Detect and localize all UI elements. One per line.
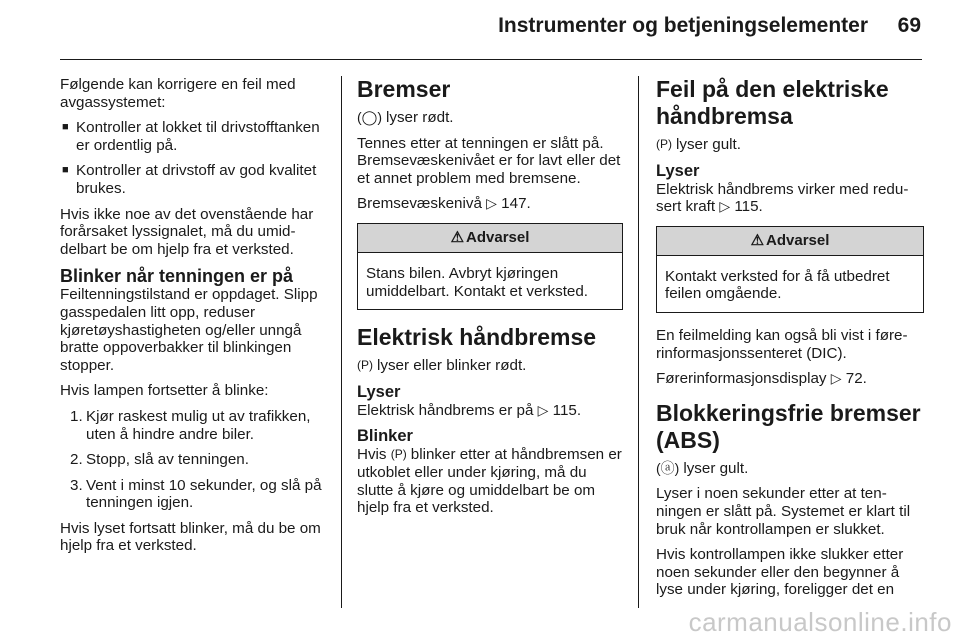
section-heading-fault: Feil på den elektriske håndbremsa bbox=[656, 76, 889, 129]
parking-brake-icon: (P) bbox=[357, 358, 373, 373]
bullet-square-icon: ■ bbox=[62, 121, 69, 134]
section-heading-abs: Blokkeringsfrie bremser (ABS) bbox=[656, 399, 921, 453]
column-1 bbox=[60, 76, 330, 563]
column-3: Feil på den elektriske håndbremsa (P) lyser gult. Lyser Elektrisk håndbrems virker med redusert kraft ▷ 115. ⚠ Advarsel Kontakt verksted for å få utbedret feilen omgående. En feilmelding kan også bli vist i førerinformasjonssenteret (DIC). Førerinformasjonsdisplay ▷ 72. Blokkeringsfrie bremser (ABS) (ⓐ) lyser gult. Lyser i noen sekunder etter at tenningen er slått på. Systemet er klart til bruk når kontrollampen er slukket. Hvis kontrollampen ikke slukker etter noen sekunder eller den begynner å lyse under kjøring, foreligger det en bbox=[656, 76, 924, 607]
parking-brake-fault-icon: (P) bbox=[656, 137, 672, 151]
list-item: 1. Kjør raskest mulig ut av trafikken, uten å hindre andre biler. bbox=[70, 407, 311, 443]
list-item: ■ Kontroller at drivstoff av god kvalitet brukes. bbox=[62, 162, 317, 197]
abs-icon: (ⓐ) bbox=[656, 459, 680, 476]
warning-box: ⚠ Advarsel Kontakt verksted for å få utbedret feilen omgående. bbox=[656, 226, 924, 313]
subheading-flash: Blinker bbox=[357, 427, 413, 446]
parking-brake-icon: (P) bbox=[390, 447, 407, 462]
watermark: carmanualsonline.info bbox=[688, 607, 952, 637]
column-divider-2 bbox=[638, 76, 639, 608]
warning-triangle-icon: ⚠ bbox=[750, 231, 765, 249]
warning-box: ⚠ Advarsel Stans bilen. Avbryt kjøringen umiddelbart. Kontakt et verksted. bbox=[357, 223, 623, 310]
paragraph: Bremsevæskenivå ▷ 147. bbox=[357, 195, 531, 213]
subheading-lights: Lyser bbox=[656, 161, 700, 180]
subheading-lights: Lyser bbox=[357, 382, 401, 401]
column-2: Bremser (◯) lyser rødt. Tennes etter at tenningen er slått på. Bremsevæskenivået er for lavt eller det et annet problem med bremsene. Bremsevæskenivå ▷ 147. ⚠ Advarsel Stans bilen. Avbryt kjøringen umiddelbart. Kontakt et verksted. Elektrisk håndbremse (P) lyser eller blinker rødt. Lyser Elektrisk håndbrems er på ▷ 115. Blinker Hvis (P) blinker etter at håndbremsen er utkoblet eller under kjøring, må du slutte å kjøre og umiddelbart be om hjelp fra et verksted. bbox=[357, 76, 622, 517]
page-header-title: Instrumenter og betjeningselementer bbox=[498, 14, 868, 37]
header-rule bbox=[60, 59, 922, 60]
page-ref-arrow-icon: ▷ bbox=[830, 370, 842, 387]
page-ref-arrow-icon: ▷ bbox=[486, 195, 497, 212]
list-item: 3. Vent i minst 10 sekunder, og slå på tenningen igjen. bbox=[70, 476, 322, 512]
column-divider-1 bbox=[341, 76, 342, 608]
paragraph: Hvis kontrollampen ikke slukker etter noen sekunder eller den begynner å lyse under kjøring, foreligger det en bbox=[656, 546, 904, 599]
paragraph: Tennes etter at tenningen er slått på. Bremsevæskenivået er for lavt eller det et annet problem med bremsene. bbox=[357, 134, 621, 187]
page-ref-arrow-icon: ▷ bbox=[537, 401, 549, 418]
paragraph: En feilmelding kan også bli vist i førerinformasjonssenteret (DIC). bbox=[656, 326, 908, 362]
paragraph: Hvis lyset fortsatt blinker, må du be om hjelp fra et verksted. bbox=[60, 519, 321, 555]
paragraph: Hvis ikke noe av det ovenstående har forårsaket lyssignalet, må du umiddelbart be om hjelp fra et verksted. bbox=[60, 205, 314, 258]
paragraph: Feiltenningstilstand er oppdaget. Slipp gasspedalen litt opp, reduser kjøretøyshastigheten og/eller unngå bratte oppoverbakker til blinkingen stopper. bbox=[60, 286, 318, 374]
intro-text: Følgende kan korrigere en feil med avgassystemet: bbox=[60, 76, 296, 111]
page-number: 69 bbox=[897, 14, 921, 37]
paragraph: Lyser i noen sekunder etter at tenningen er slått på. Systemet er klart til bruk når kontrollampen er slukket. bbox=[656, 485, 911, 538]
list-item: ■ Kontroller at lokket til drivstofftanken er ordentlig på. bbox=[62, 119, 320, 154]
section-heading-brakes: Bremser bbox=[357, 76, 451, 102]
list-item: 2. Stopp, slå av tenningen. bbox=[70, 451, 249, 469]
section-heading-blink: Blinker når tenningen er på bbox=[60, 266, 294, 287]
paragraph: Hvis lampen fortsetter å blinke: bbox=[60, 382, 269, 400]
section-heading-epb: Elektrisk håndbremse bbox=[357, 324, 597, 351]
warning-triangle-icon: ⚠ bbox=[450, 229, 465, 247]
brake-warning-icon: (◯) bbox=[357, 109, 382, 125]
bullet-square-icon: ■ bbox=[62, 164, 69, 177]
page-ref-arrow-icon: ▷ bbox=[719, 198, 731, 215]
